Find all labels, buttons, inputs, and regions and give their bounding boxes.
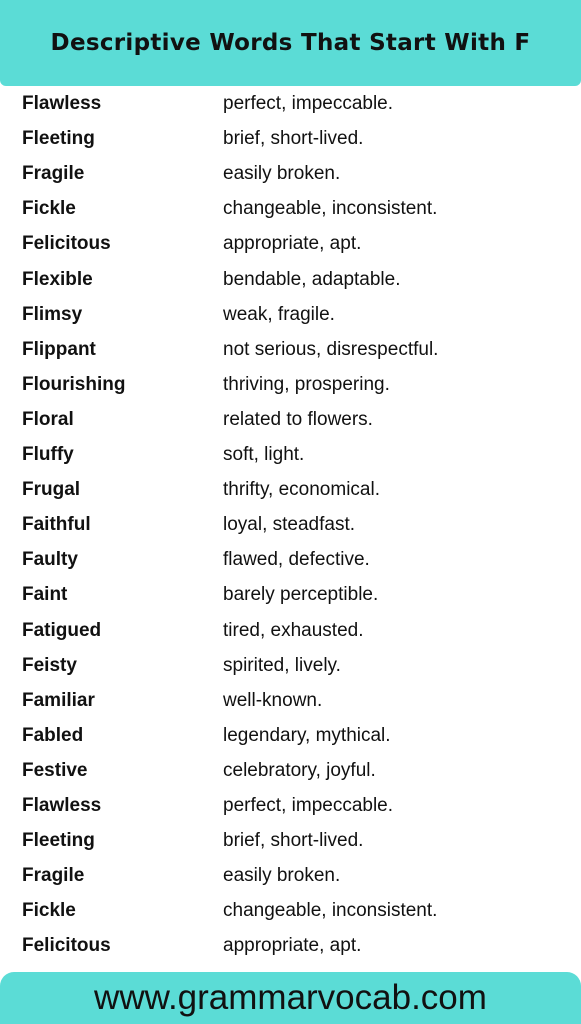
list-item (0, 545, 581, 580)
word-meaning: brief, short-lived. (223, 830, 364, 852)
word-meaning: perfect, impeccable. (223, 93, 394, 114)
word-meaning: loyal, steadfast. (223, 514, 356, 536)
list-item (0, 580, 581, 615)
list-item (0, 896, 581, 931)
footer-banner (0, 972, 581, 1024)
word-term: Fickle (22, 198, 76, 220)
word-meaning: weak, fragile. (223, 303, 335, 325)
list-item (0, 791, 581, 826)
word-term: Fluffy (22, 444, 74, 465)
title-banner (0, 0, 581, 86)
word-meaning: celebratory, joyful. (223, 759, 376, 781)
word-term: Feisty (22, 654, 77, 676)
list-item (0, 89, 581, 124)
list-item (0, 124, 581, 159)
word-meaning: thrifty, economical. (223, 479, 380, 501)
list-item (0, 194, 581, 229)
word-meaning: perfect, impeccable. (223, 795, 394, 816)
word-term: Flawless (22, 795, 102, 816)
word-term: Fabled (22, 724, 84, 746)
word-meaning: brief, short-lived. (223, 128, 364, 150)
word-meaning: barely perceptible. (223, 584, 379, 606)
word-meaning: changeable, inconsistent. (223, 900, 438, 922)
list-item (0, 229, 581, 264)
word-term: Flimsy (22, 303, 83, 325)
list-item (0, 826, 581, 861)
list-item (0, 721, 581, 756)
word-term: Frugal (22, 479, 81, 501)
word-term: Flippant (22, 338, 96, 360)
word-term: Fragile (22, 865, 85, 887)
word-meaning: appropriate, apt. (223, 935, 362, 957)
word-meaning: tired, exhausted. (223, 619, 364, 641)
list-item (0, 861, 581, 896)
word-meaning: flawed, defective. (223, 549, 370, 571)
word-term: Fleeting (22, 128, 95, 150)
list-item (0, 440, 581, 475)
list-item (0, 300, 581, 335)
word-meaning: related to flowers. (223, 408, 373, 430)
list-item (0, 370, 581, 405)
word-term: Festive (22, 759, 88, 781)
list-item (0, 405, 581, 440)
word-term: Fatigued (22, 619, 102, 641)
word-meaning: spirited, lively. (223, 654, 341, 676)
list-item (0, 756, 581, 791)
word-term: Faint (22, 584, 68, 606)
list-item (0, 686, 581, 721)
word-term: Fragile (22, 163, 85, 185)
word-term: Flourishing (22, 373, 126, 395)
word-term: Felicitous (22, 233, 111, 255)
word-meaning: legendary, mythical. (223, 724, 391, 746)
word-term: Floral (22, 408, 74, 430)
word-term: Faulty (22, 549, 78, 571)
list-item (0, 265, 581, 300)
word-meaning: well-known. (223, 689, 323, 711)
word-term: Flexible (22, 268, 93, 290)
word-meaning: changeable, inconsistent. (223, 198, 438, 220)
word-term: Fickle (22, 900, 76, 922)
word-meaning: easily broken. (223, 865, 341, 887)
word-term: Flawless (22, 93, 102, 114)
list-item (0, 510, 581, 545)
word-term: Felicitous (22, 935, 111, 957)
word-meaning: not serious, disrespectful. (223, 338, 439, 360)
list-item (0, 159, 581, 194)
list-item (0, 931, 581, 966)
word-meaning: soft, light. (223, 444, 305, 465)
list-item (0, 651, 581, 686)
word-term: Familiar (22, 689, 95, 711)
word-term: Faithful (22, 514, 91, 536)
word-meaning: thriving, prospering. (223, 373, 390, 395)
website-url: www.grammarvocab.com (94, 978, 487, 1017)
list-item (0, 475, 581, 510)
list-item (0, 616, 581, 651)
word-meaning: easily broken. (223, 163, 341, 185)
page-title: Descriptive Words That Start With F (50, 30, 531, 56)
word-meaning: bendable, adaptable. (223, 268, 401, 290)
word-term: Fleeting (22, 830, 95, 852)
word-meaning: appropriate, apt. (223, 233, 362, 255)
list-item (0, 335, 581, 370)
